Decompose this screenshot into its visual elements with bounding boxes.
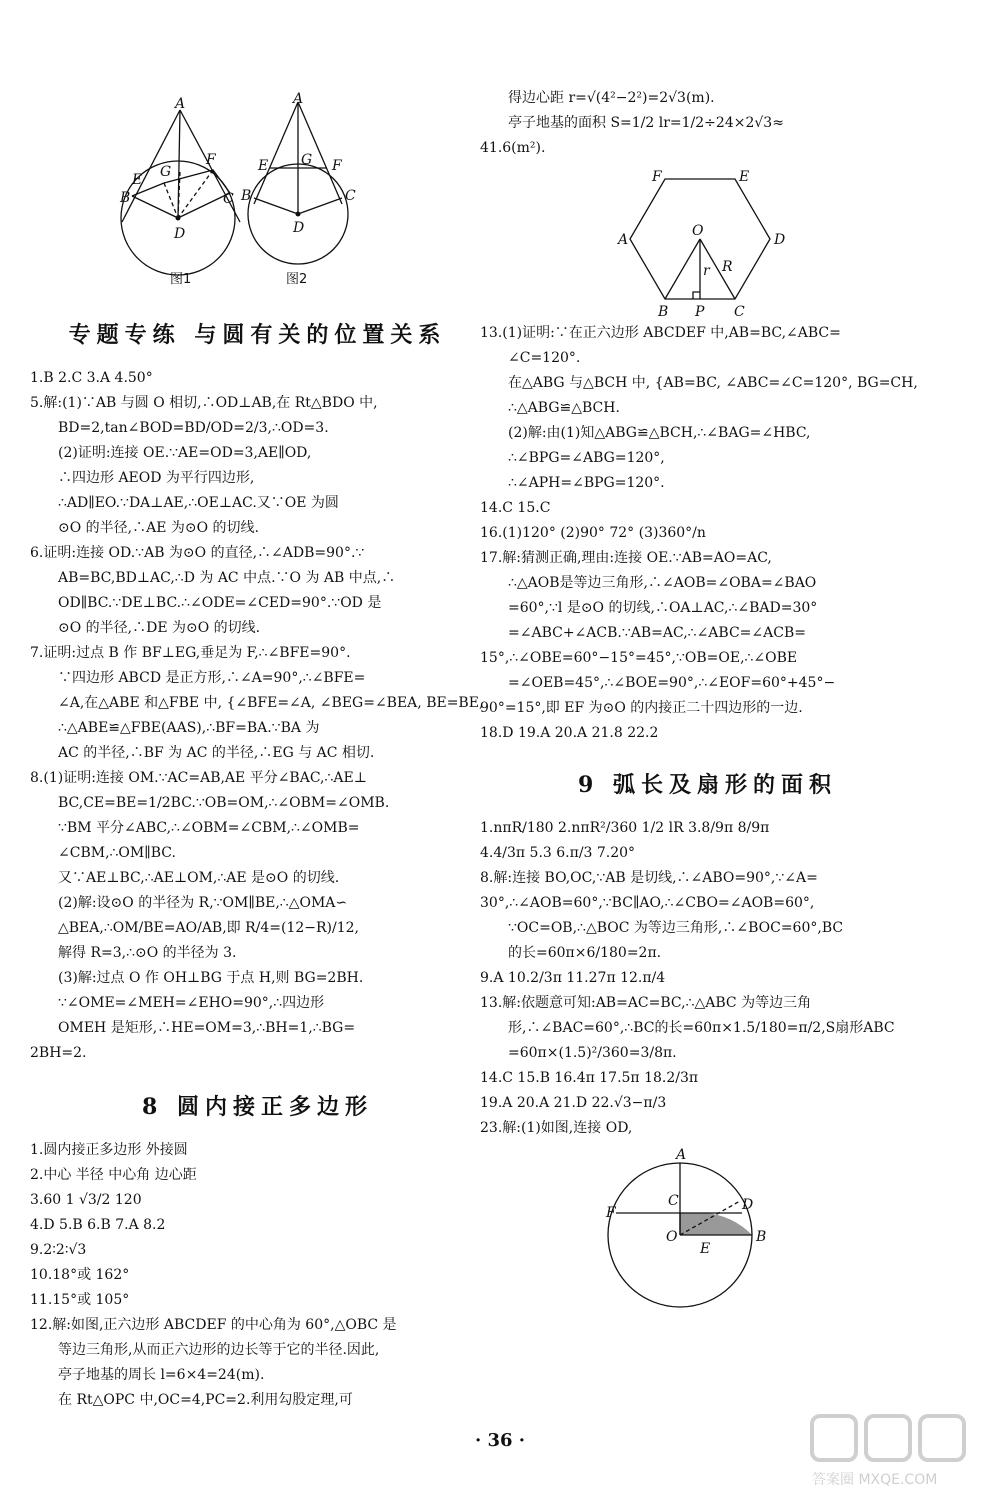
- right9-line: 13.解:依题意可知:AB=AC=BC,∴△ABC 为等边三角: [480, 995, 812, 1011]
- right2-line: ∴△AOB是等边三角形,∴∠AOB=∠OBA=∠BAO: [508, 575, 817, 591]
- left-line: 6.证明:连接 OD.∵AB 为⊙O 的直径,∴∠ADB=90°.∵: [30, 545, 365, 561]
- circ-label-c: C: [668, 1193, 679, 1209]
- right9-line: 1.nπR/180 2.nπR²/360 1/2 lR 3.8/9π 8/9π: [480, 820, 770, 836]
- fig1-label-d: D: [174, 226, 186, 242]
- right-column: [480, 86, 935, 1311]
- sector-circle-figure: [480, 1141, 935, 1311]
- fig2-label-b: B: [241, 188, 252, 204]
- circle-tangent-figures: [30, 0, 485, 290]
- right2-line: 90°=15°,即 EF 为⊙O 的内接正二十四边形的一边.: [480, 700, 803, 716]
- circ-label-o: O: [666, 1229, 678, 1245]
- right2-line: =60°,∵l 是⊙O 的切线,∴OA⊥AC,∴∠BAD=30°: [508, 600, 818, 616]
- right2-line: 14.C 15.C: [480, 500, 551, 516]
- left8-line: 4.D 5.B 6.B 7.A 8.2: [30, 1217, 166, 1233]
- left8-line: 11.15°或 105°: [30, 1292, 130, 1308]
- right9-line: 9.A 10.2/3π 11.27π 12.π/4: [480, 970, 666, 986]
- fig2-caption: 图2: [286, 272, 308, 287]
- hex-label-o: O: [692, 223, 704, 239]
- left-line: BD=2,tan∠BOD=BD/OD=2/3,∴OD=3.: [58, 420, 329, 436]
- left-line: ∠A,在△ABE 和△FBE 中, {∠BFE=∠A, ∠BEG=∠BEA, BE=BE,: [58, 695, 484, 711]
- left8-line: 2.中心 半径 中心角 边心距: [30, 1167, 197, 1183]
- left-line: (2)解:设⊙O 的半径为 R,∵OM∥BE,∴△OMA∽: [58, 895, 348, 911]
- watermark-text: 答案圈 MXQE.COM: [812, 1472, 938, 1488]
- hex-label-e: E: [739, 169, 750, 185]
- fig2-label-c: C: [345, 188, 356, 204]
- right9-line: ∵OC=OB,∴△BOC 为等边三角形,∴∠BOC=60°,BC: [508, 920, 844, 936]
- section-title-8: 8 圆内接正多边形: [142, 1094, 373, 1120]
- left8-line: 在 Rt△OPC 中,OC=4,PC=2.利用勾股定理,可: [58, 1392, 353, 1408]
- hex-label-f: F: [652, 169, 662, 185]
- left8-line: 亭子地基的周长 l=6×4=24(m).: [58, 1367, 265, 1383]
- fig1-label-f: F: [206, 152, 216, 168]
- left-line: AC 的半径,∴BF 为 AC 的半径,∴EG 与 AC 相切.: [58, 745, 375, 761]
- left-line: ∴四边形 AEOD 为平行四边形,: [58, 470, 255, 486]
- right9-line: 30°,∴∠AOB=60°,∵BC∥AO,∴∠CBO=∠AOB=60°,: [480, 895, 815, 911]
- fig1-caption: 图1: [170, 272, 192, 287]
- right9-line: 8.解:连接 BO,OC,∵AB 是切线,∴∠ABO=90°,∵∠A=: [480, 870, 818, 886]
- fig2-label-d: D: [293, 220, 305, 236]
- right2-line: 16.(1)120° (2)90° 72° (3)360°/n: [480, 525, 706, 541]
- section-title-9: 9 弧长及扇形的面积: [578, 772, 837, 798]
- right2-line: =∠OEB=45°,∴∠BOE=90°,∴∠EOF=60°+45°−: [508, 675, 836, 691]
- fig2-label-e: E: [258, 158, 269, 174]
- left-line: ∴△ABE≌△FBE(AAS),∴BF=BA.∵BA 为: [58, 720, 320, 736]
- right9-line: 4.4/3π 5.3 6.π/3 7.20°: [480, 845, 636, 861]
- hex-label-b: B: [658, 304, 669, 320]
- left-column: [30, 0, 485, 1413]
- left8-line: 3.60 1 √3/2 120: [30, 1192, 142, 1208]
- left8-line: 等边三角形,从而正六边形的边长等于它的半径.因此,: [58, 1342, 380, 1358]
- fig1-label-a: A: [175, 96, 186, 112]
- right2-line: ∴∠BPG=∠ABG=120°,: [508, 450, 665, 466]
- left-line: △BEA,∴OM/BE=AO/AB,即 R/4=(12−R)/12,: [58, 920, 359, 936]
- right2-line: 17.解:猜测正确,理由:连接 OE.∵AB=AO=AC,: [480, 550, 772, 566]
- left8-line: 1.圆内接正多边形 外接圆: [30, 1142, 188, 1158]
- right9-line: 14.C 15.B 16.4π 17.5π 18.2/3π: [480, 1070, 699, 1086]
- left8-line: 12.解:如图,正六边形 ABCDEF 的中心角为 60°,△OBC 是: [30, 1317, 397, 1333]
- circ-label-a: A: [676, 1147, 687, 1163]
- left-line: 7.证明:过点 B 作 BF⊥EG,垂足为 F,∴∠BFE=90°.: [30, 645, 351, 661]
- hex-label-d: D: [774, 232, 786, 248]
- left-line: ∠CBM,∴OM∥BC.: [58, 845, 176, 861]
- watermark-logo: [802, 1408, 982, 1493]
- right2-line: 13.(1)证明:∵在正六边形 ABCDEF 中,AB=BC,∠ABC=: [480, 325, 841, 341]
- left-line: (2)证明:连接 OE.∵AE=OD=3,AE∥OD,: [58, 445, 312, 461]
- right2-line: ∴△ABG≌△BCH.: [508, 400, 620, 416]
- circ-label-d: D: [742, 1197, 754, 1213]
- fig2-label-f: F: [332, 158, 342, 174]
- right-answers-mid: [480, 321, 935, 746]
- right2-line: ∠C=120°.: [508, 350, 581, 366]
- left-line: 解得 R=3,∴⊙O 的半径为 3.: [58, 945, 237, 961]
- left-line: ⊙O 的半径,∴AE 为⊙O 的切线.: [58, 520, 259, 536]
- left-line: ⊙O 的半径,∴DE 为⊙O 的切线.: [58, 620, 261, 636]
- right2-line: (2)解:由(1)知△ABG≌△BCH,∴∠BAG=∠HBC,: [508, 425, 811, 441]
- section9-answers: [480, 816, 935, 1141]
- hex-label-a: A: [618, 232, 629, 248]
- hex-label-r-small: r: [703, 263, 710, 279]
- right-answers-top: [480, 86, 935, 161]
- hex-label-r-big: R: [722, 259, 733, 275]
- circ-label-f: F: [606, 1205, 616, 1221]
- left-answers: [30, 366, 485, 1066]
- section-title-special: 专题专练 与圆有关的位置关系: [68, 322, 447, 348]
- hexagon-figure: [480, 161, 935, 320]
- hex-label-c: C: [734, 304, 745, 320]
- circ-label-b: B: [756, 1229, 767, 1245]
- fig2-label-a: A: [293, 91, 304, 107]
- section8-answers: [30, 1138, 485, 1413]
- fig1-label-e: E: [132, 172, 143, 188]
- left-line: ∴AD∥EO.∵DA⊥AE,∴OE⊥AC.又∵OE 为圆: [58, 495, 339, 511]
- right-line: 41.6(m²).: [480, 140, 546, 156]
- circ-label-e: E: [700, 1241, 711, 1257]
- left-line: OMEH 是矩形,∴HE=OM=3,∴BH=1,∴BG=: [58, 1020, 356, 1036]
- fig1-label-g: G: [160, 164, 172, 180]
- left-line: 8.(1)证明:连接 OM.∵AC=AB,AE 平分∠BAC,∴AE⊥: [30, 770, 367, 786]
- right9-line: 的长=60π×6/180=2π.: [508, 945, 662, 961]
- left-line: ∵BM 平分∠ABC,∴∠OBM=∠CBM,∴∠OMB=: [58, 820, 360, 836]
- right2-line: 在△ABG 与△BCH 中, {AB=BC, ∠ABC=∠C=120°, BG=CH,: [508, 375, 918, 391]
- left-line: BC,CE=BE=1/2BC.∵OB=OM,∴∠OBM=∠OMB.: [58, 795, 390, 811]
- left-line: ∵四边形 ABCD 是正方形,∴∠A=90°,∴∠BFE=: [58, 670, 366, 686]
- left-line: 又∵AE⊥BC,∴AE⊥OM,∴AE 是⊙O 的切线.: [58, 870, 340, 886]
- right9-line: 形,∴∠BAC=60°,∴BC的长=60π×1.5/180=π/2,S扇形ABC: [508, 1020, 895, 1036]
- fig1-label-c: C: [223, 191, 234, 207]
- right9-line: 23.解:(1)如图,连接 OD,: [480, 1120, 633, 1136]
- right9-line: 19.A 20.A 21.D 22.√3−π/3: [480, 1095, 667, 1111]
- left-line: AB=BC,BD⊥AC,∴D 为 AC 中点.∵O 为 AB 中点,∴: [58, 570, 396, 586]
- left8-line: 10.18°或 162°: [30, 1267, 130, 1283]
- left-line: 1.B 2.C 3.A 4.50°: [30, 370, 153, 386]
- right2-line: 18.D 19.A 20.A 21.8 22.2: [480, 725, 659, 741]
- right2-line: ∴∠APH=∠BPG=120°.: [508, 475, 665, 491]
- right9-line: =60π×(1.5)²/360=3/8π.: [508, 1045, 677, 1061]
- right2-line: 15°,∴∠OBE=60°−15°=45°,∵OB=OE,∴∠OBE: [480, 650, 798, 666]
- right-line: 亭子地基的面积 S=1/2 lr=1/2÷24×2√3≈: [508, 115, 784, 131]
- right-line: 得边心距 r=√(4²−2²)=2√3(m).: [508, 90, 715, 106]
- left-line: 2BH=2.: [30, 1045, 87, 1061]
- fig2-label-g: G: [301, 152, 313, 168]
- right2-line: =∠ABC+∠ACB.∵AB=AC,∴∠ABC=∠ACB=: [508, 625, 806, 641]
- page-number: · 36 ·: [474, 1430, 526, 1451]
- left-line: ∵∠OME=∠MEH=∠EHO=90°,∴四边形: [58, 995, 325, 1011]
- left-line: OD∥BC.∵DE⊥BC.∴∠ODE=∠CED=90°.∵OD 是: [58, 595, 382, 611]
- left-line: (3)解:过点 O 作 OH⊥BG 于点 H,则 BG=2BH.: [58, 970, 364, 986]
- left8-line: 9.2∶2∶√3: [30, 1242, 87, 1258]
- fig1-label-b: B: [120, 190, 131, 206]
- hex-label-p: P: [695, 304, 705, 320]
- left-line: 5.解:(1)∵AB 与圆 O 相切,∴OD⊥AB,在 Rt△BDO 中,: [30, 395, 378, 411]
